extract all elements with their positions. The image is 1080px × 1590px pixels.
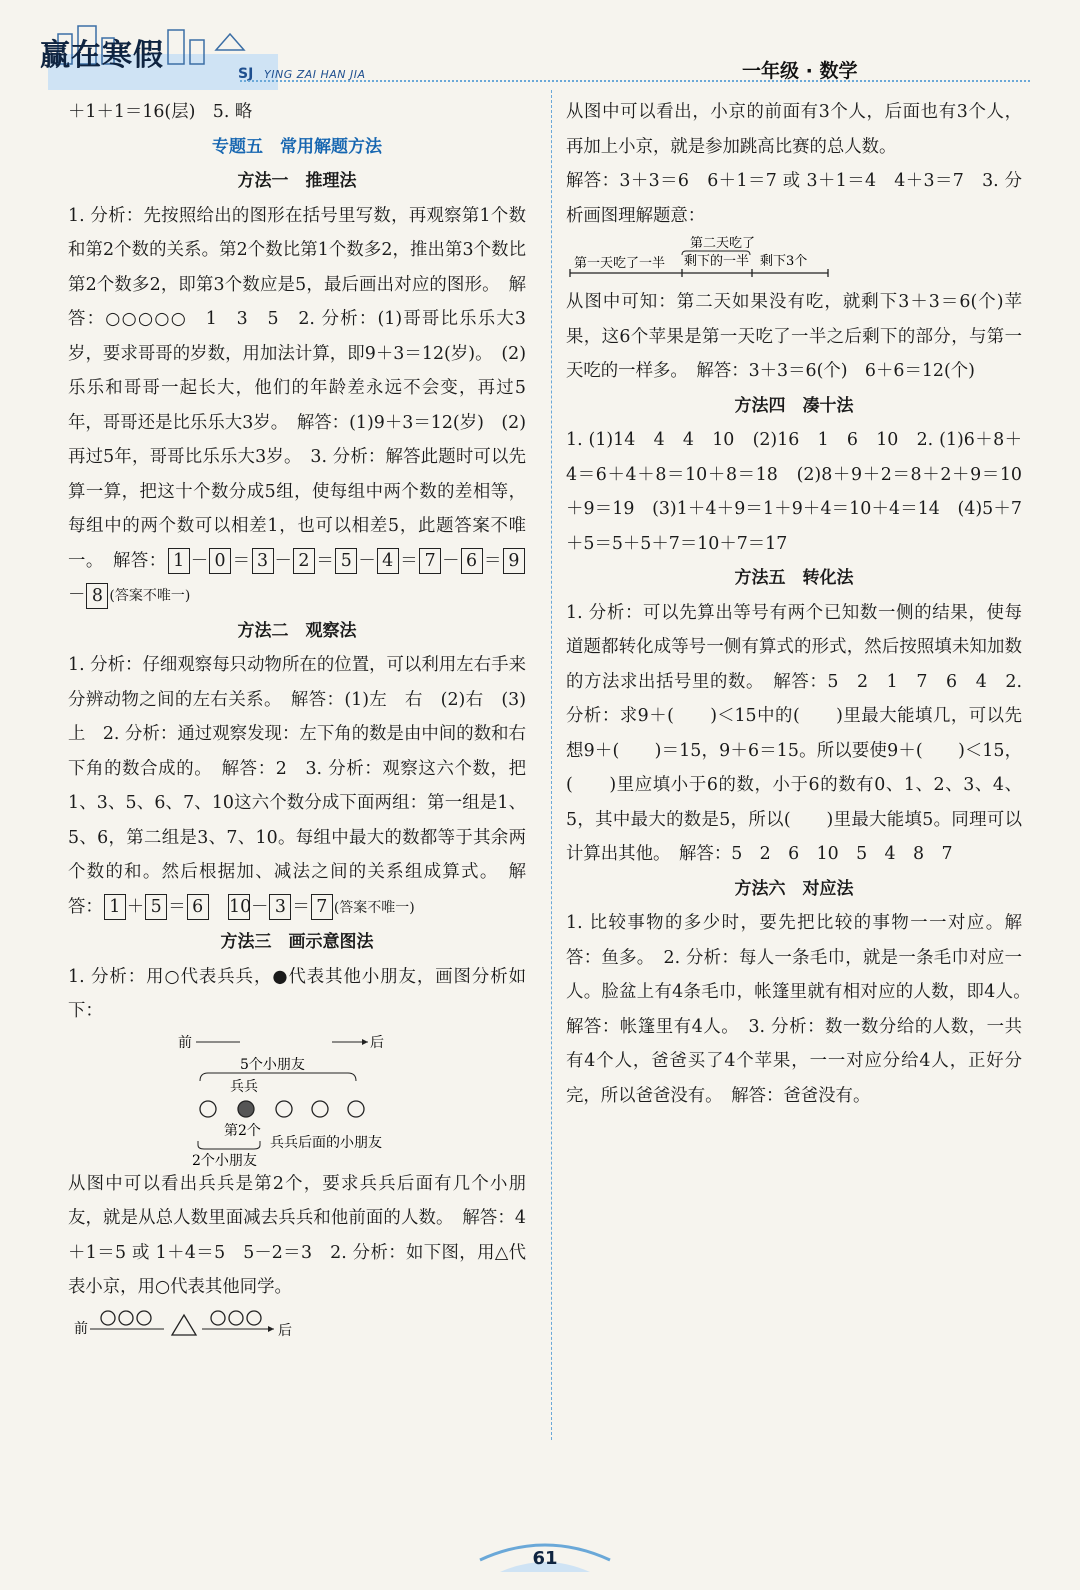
answer-box: 9	[503, 548, 525, 574]
classmate-circle	[247, 1311, 261, 1325]
xiaojing-triangle	[172, 1315, 196, 1335]
child-circle	[200, 1101, 216, 1117]
back-label: 后	[370, 1034, 384, 1051]
topic-heading: 专题五 常用解题方法	[212, 136, 382, 157]
answer-box: 7	[419, 548, 441, 574]
child-circle	[312, 1101, 328, 1117]
xiaojing-diagram	[68, 1305, 526, 1345]
classmate-circle	[101, 1311, 115, 1325]
method1-paragraph: 1. 分析：先按照给出的图形在括号里写数，再观察第1个数和第2个数的关系。第2个数比第1个数多2，推出第3个数比第2个数多2，即第3个数应是5，最后画出对应的图形。 解答：○○○○○ 1 3 5 2. 分析：(1)哥哥比乐乐大3岁，要求哥哥的岁数，用加法计算，即9＋3＝12(岁)。 (2)乐乐和哥哥一起长大，他们的年龄差永远不会变，再过5年，哥哥还是比乐乐大3岁。 解答：(1)9＋3＝12(岁) (2)再过5年，哥哥比乐乐大3岁。 3. 分析：解答此题时可以先算一算，把这十个数分成5组，使每组中两个数的差相等，每组中的两个数可以相差1，也可以相差5，此题答案不唯一。 解答：	[68, 205, 526, 571]
front-label: 前	[178, 1034, 192, 1051]
answer-box: 4	[377, 548, 399, 574]
bingbing-circle	[238, 1101, 254, 1117]
method3-paragraph-2: 从图中可以看出兵兵是第2个，要求兵兵后面有几个小朋友，就是从总人数里面减去兵兵和他前面的人数。 解答：4＋1＝5 或 1＋4＝5 5－2＝3 2. 分析：如下图，用△代表小京，用○代表其他同学。	[68, 1173, 526, 1297]
method6-heading: 方法六 对应法	[734, 878, 854, 899]
method1-text: 1. 分析：先按照给出的图形在括号里写数，再观察第1个数和第2个数的关系。第2个数比第1个数多2，推出第3个数比第2个数多2，即第3个数应是5，最后画出对应的图形。 解答：○○○○○ 1 3 5 2. 分析：(1)哥哥比乐乐大3岁，要求哥哥的岁数，用加法计算，即9＋3＝12(岁)。 (2)乐乐和哥哥一起长大，他们的年龄差永远不会变，再过5年，哥哥还是比乐乐大3岁。 解答：(1)9＋3＝12(岁) (2)再过5年，哥哥比乐乐大3岁。 3. 分析：解答此题时可以先算一算，把这十个数分成5组，使每组中两个数的差相等，每组中的两个数可以相差1，也可以相差5，此题答案不唯一。 解答： 1 － 0 ＝ 3 － 2 ＝ 5 － 4 ＝ 7 － 6 ＝ 9－ 8 (答案不唯一)	[68, 199, 526, 614]
two-children-label: 2个小朋友	[192, 1152, 257, 1167]
answer-box: 6	[461, 548, 483, 574]
bingbing-label: 兵兵	[230, 1078, 258, 1095]
answer-box: 6	[187, 894, 209, 920]
answer-box: 0	[209, 548, 231, 574]
answer-box: 8	[86, 583, 108, 609]
answer-box: 7	[311, 894, 333, 920]
method5-heading: 方法五 转化法	[734, 568, 854, 588]
page-header	[0, 0, 1080, 100]
method2-text: 1. 分析：仔细观察每只动物所在的位置，可以利用左右手来分辨动物之间的左右关系。 解答：(1)左 右 (2)右 (3)上 2. 分析：通过观察发现：左下角的数是由中间的数和右下角的数合成的。 解答：2 3. 分析：观察这六个数，把1、3、5、6、7、10这六个数分成下面两组：第一组是1、5、6，第二组是3、7、10。每组中最大的数都等于其余两个数的和。然后根据加、减法之间的关系组成算式。 解答： 1 ＋ 5 ＝ 6 10－ 3 ＝ 7 (答案不唯一)	[68, 648, 526, 925]
answer-box: 5	[145, 894, 167, 920]
right-column	[566, 95, 1040, 1113]
continued-line: ＋1＋1＝16(层) 5. 略	[68, 102, 253, 122]
classmate-circle	[229, 1311, 243, 1325]
method3-paragraph: 1. 分析：用○代表兵兵，●代表其他小朋友，画图分析如下：	[68, 966, 526, 1021]
header-divider	[240, 80, 1030, 82]
second-label: 第2个	[224, 1122, 261, 1139]
children-diagram	[68, 1029, 526, 1167]
method1-heading: 方法一 推理法	[237, 171, 357, 191]
classmate-circle	[211, 1311, 225, 1325]
second-day-label: 第二天吃了	[690, 236, 756, 251]
method5-paragraph: 1. 分析：可以先算出等号有两个已知数一侧的结果，使每道题都转化成等号一侧有算式的形式，然后按照填未知加数的方法求出括号里的数。 解答：5 2 1 7 6 4 2. 分析：求9＋( )＜15中的( )里最大能填几，可以先想9＋( )＝15，9＋6＝15。所以要使9＋( )＜15，( )里应填小于6的数，小于6的数有0、1、2、3、4、5，其中最大的数是5，所以( )里最大能填5。同理可以计算出其他。 解答：5 2 6 10 5 4 8 7	[566, 602, 1022, 864]
left-column	[68, 95, 526, 1345]
method4-heading: 方法四 凑十法	[734, 395, 854, 416]
figure-jump-row	[68, 1305, 526, 1345]
method6-paragraph: 1. 比较事物的多少时，要先把比较的事物一一对应。解答：鱼多。 2. 分析：每人一条毛巾，就是一条毛巾对应一人。脸盆上有4条毛巾，帐篷里就有相对应的人数，即4人。 解答：帐篷里有4人。 3. 分析：数一数分给的人数，一共有4个人，爸爸买了4个苹果，一一对应分给4人，正好分完，所以爸爸没有。 解答：爸爸没有。	[566, 913, 1040, 1106]
method4-paragraph: 1. (1)14 4 4 10 (2)16 1 6 10 2. (1)6＋8＋4＝6＋4＋8＝10＋8＝18 (2)8＋9＋2＝8＋2＋9＝10＋9＝19 (3)1＋4＋9＝1＋9＋4＝10＋4＝14 (4)5＋7＋5＝5＋5＋7＝10＋7＝17	[566, 430, 1022, 554]
answer-box: 3	[252, 548, 274, 574]
grade-subject: 一年级 · 数学	[742, 60, 858, 82]
answer-box: 1	[104, 894, 126, 920]
brand-title: 赢在寒假	[40, 38, 164, 73]
classmate-circle	[119, 1311, 133, 1325]
method2-heading: 方法二 观察法	[237, 620, 357, 641]
classmate-circle	[137, 1311, 151, 1325]
method3-heading: 方法三 画示意图法	[220, 932, 374, 952]
first-day-label: 第一天吃了一半	[574, 256, 666, 271]
right-paragraph-1: 从图中可以看出，小京的前面有3个人，后面也有3个人，再加上小京，就是参加跳高比赛的总人数。	[566, 102, 1022, 157]
answer-note: (答案不唯一)	[333, 899, 415, 916]
answer-box: 10	[228, 894, 250, 920]
answer-box: 2	[293, 548, 315, 574]
child-circle	[276, 1101, 292, 1117]
brand-pinyin: YING ZAI HAN JIA	[264, 68, 366, 81]
apples-diagram	[566, 233, 1022, 285]
answer-box: 1	[168, 548, 190, 574]
column-divider	[551, 90, 552, 1440]
front-label: 前	[74, 1320, 88, 1337]
half-left-label: 剩下的一半	[684, 254, 750, 269]
answer-note: (答案不唯一)	[109, 588, 191, 604]
method2-paragraph: 1. 分析：仔细观察每只动物所在的位置，可以利用左右手来分辨动物之间的左右关系。 解答：(1)左 右 (2)右 (3)上 2. 分析：通过观察发现：左下角的数是由中间的数和右下角的数合成的。 解答：2 3. 分析：观察这六个数，把1、3、5、6、7、10这六个数分成下面两组：第一组是1、5、6，第二组是3、7、10。每组中最大的数都等于其余两个数的和。然后根据加、减法之间的关系组成算式。 解答：	[68, 655, 526, 917]
answer-box: 3	[269, 894, 291, 920]
child-circle	[348, 1101, 364, 1117]
three-left-label: 剩下3个	[760, 254, 808, 269]
after-children-label: 兵兵后面的小朋友	[270, 1134, 382, 1151]
right-paragraph-3: 从图中可知：第二天如果没有吃，就剩下3＋3＝6(个)苹果，这6个苹果是第一天吃了一半之后剩下的部分，与第一天吃的一样多。 解答：3＋3＝6(个) 6＋6＝12(个)	[566, 292, 1022, 381]
answer-box: 5	[335, 548, 357, 574]
brand-code: SJ	[238, 66, 254, 82]
right-paragraph-2: 解答：3＋3＝6 6＋1＝7 或 3＋1＝4 4＋3＝7 3. 分析画图理解题意：	[566, 171, 1022, 226]
page-number: 61	[532, 1548, 558, 1569]
five-children-label: 5个小朋友	[240, 1056, 305, 1073]
back-label: 后	[278, 1322, 292, 1339]
figure-children-row	[68, 1029, 526, 1167]
figure-apples	[566, 233, 1022, 285]
